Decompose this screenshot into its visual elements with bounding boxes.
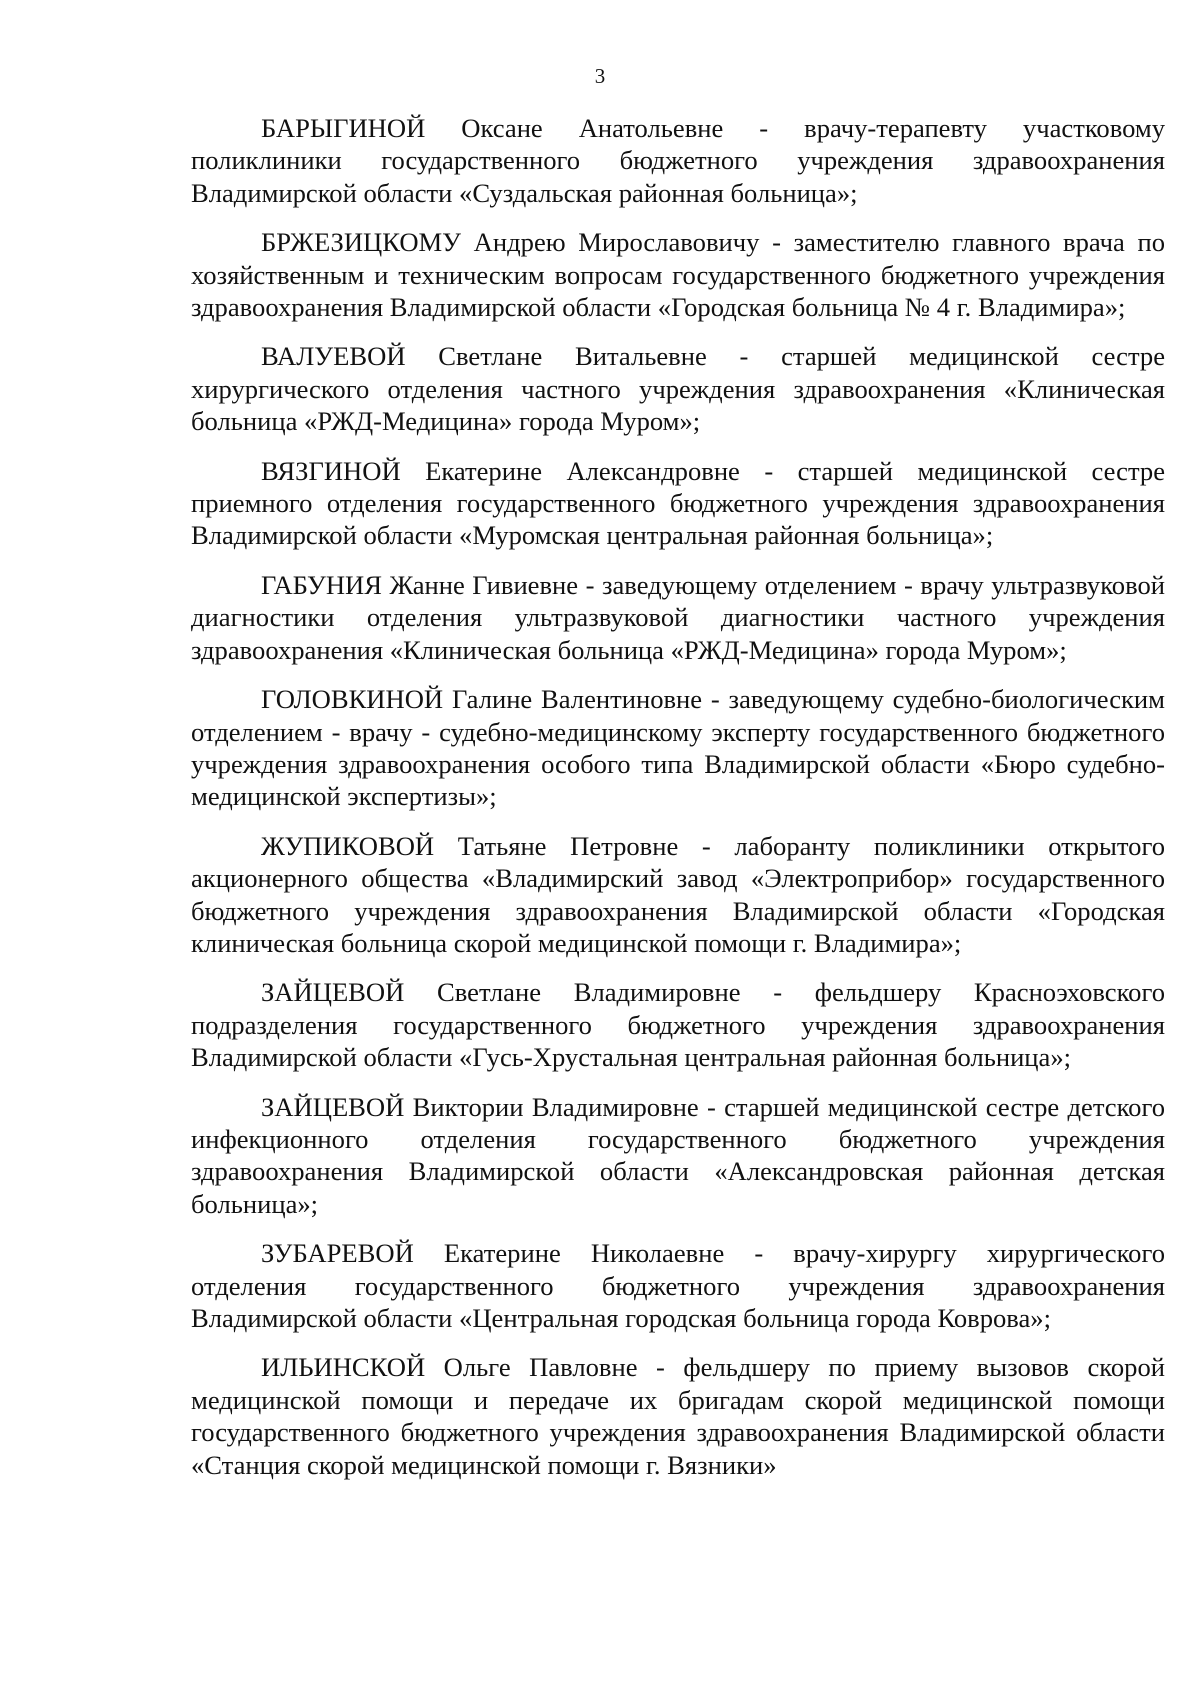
paragraph: ЖУПИКОВОЙ Татьяне Петровне - лаборанту поликлиники открытого акционерного общества «Владимирский завод «Электроприбор» государственного бюджетного учреждения здравоохранения Владимирской области «Городская клиническая больница скорой медицинской помощи г. Владимира»; <box>191 830 1165 958</box>
paragraph: ЗАЙЦЕВОЙ Светлане Владимировне - фельдшеру Красноэховского подразделения государственного бюджетного учреждения здравоохранения Владимирской области «Гусь-Хрустальная центральная районная больница»; <box>191 977 1165 1073</box>
paragraph: ВАЛУЕВОЙ Светлане Витальевне - старшей медицинской сестре хирургического отделения частного учреждения здравоохранения «Клиническая больница «РЖД-Медицина» города Муром»; <box>191 341 1165 437</box>
paragraph: ЗАЙЦЕВОЙ Виктории Владимировне - старшей медицинской сестре детского инфекционного отделения государственного бюджетного учреждения здравоохранения Владимирской области «Александровская районная детская больница»; <box>191 1091 1165 1219</box>
paragraph: ГАБУНИЯ Жанне Гивиевне - заведующему отделением - врачу ультразвуковой диагностики отделения ультразвуковой диагностики частного учреждения здравоохранения «Клиническая больница «РЖД-Медицина» города Муром»; <box>191 569 1165 665</box>
paragraph: ЗУБАРЕВОЙ Екатерине Николаевне - врачу-хирургу хирургического отделения государственного бюджетного учреждения здравоохранения Владимирской области «Центральная городская больница города Коврова»; <box>191 1238 1165 1333</box>
page-number: 3 <box>594 64 606 88</box>
paragraph: ИЛЬИНСКОЙ Ольге Павловне - фельдшеру по приему вызовов скорой медицинской помощи и передаче их бригадам скорой медицинской помощи государственного бюджетного учреждения здравоохранения Владимирской области «Станция скорой медицинской помощи г. Вязники» <box>191 1352 1165 1480</box>
paragraph: БАРЫГИНОЙ Оксане Анатольевне - врачу-терапевту участковому поликлиники государственного бюджетного учреждения здравоохранения Владимирской области «Суздальская районная больница»; <box>191 113 1165 208</box>
paragraph: БРЖЕЗИЦКОМУ Андрею Мирославовичу - заместителю главного врача по хозяйственным и техническим вопросам государственного бюджетного учреждения здравоохранения Владимирской области «Городская больница № 4 г. Владимира»; <box>191 227 1165 323</box>
paragraph: ВЯЗГИНОЙ Екатерине Александровне - старшей медицинской сестре приемного отделения государственного бюджетного учреждения здравоохранения Владимирской области «Муромская центральная районная больница»; <box>191 455 1165 551</box>
document-body <box>191 112 1165 1498</box>
paragraph: ГОЛОВКИНОЙ Галине Валентиновне - заведующему судебно-биологическим отделением - врачу - судебно-медицинскому эксперту государственного бюджетного учреждения здравоохранения особого типа Владимирской области «Бюро судебно-медицинской экспертизы»; <box>191 684 1165 812</box>
